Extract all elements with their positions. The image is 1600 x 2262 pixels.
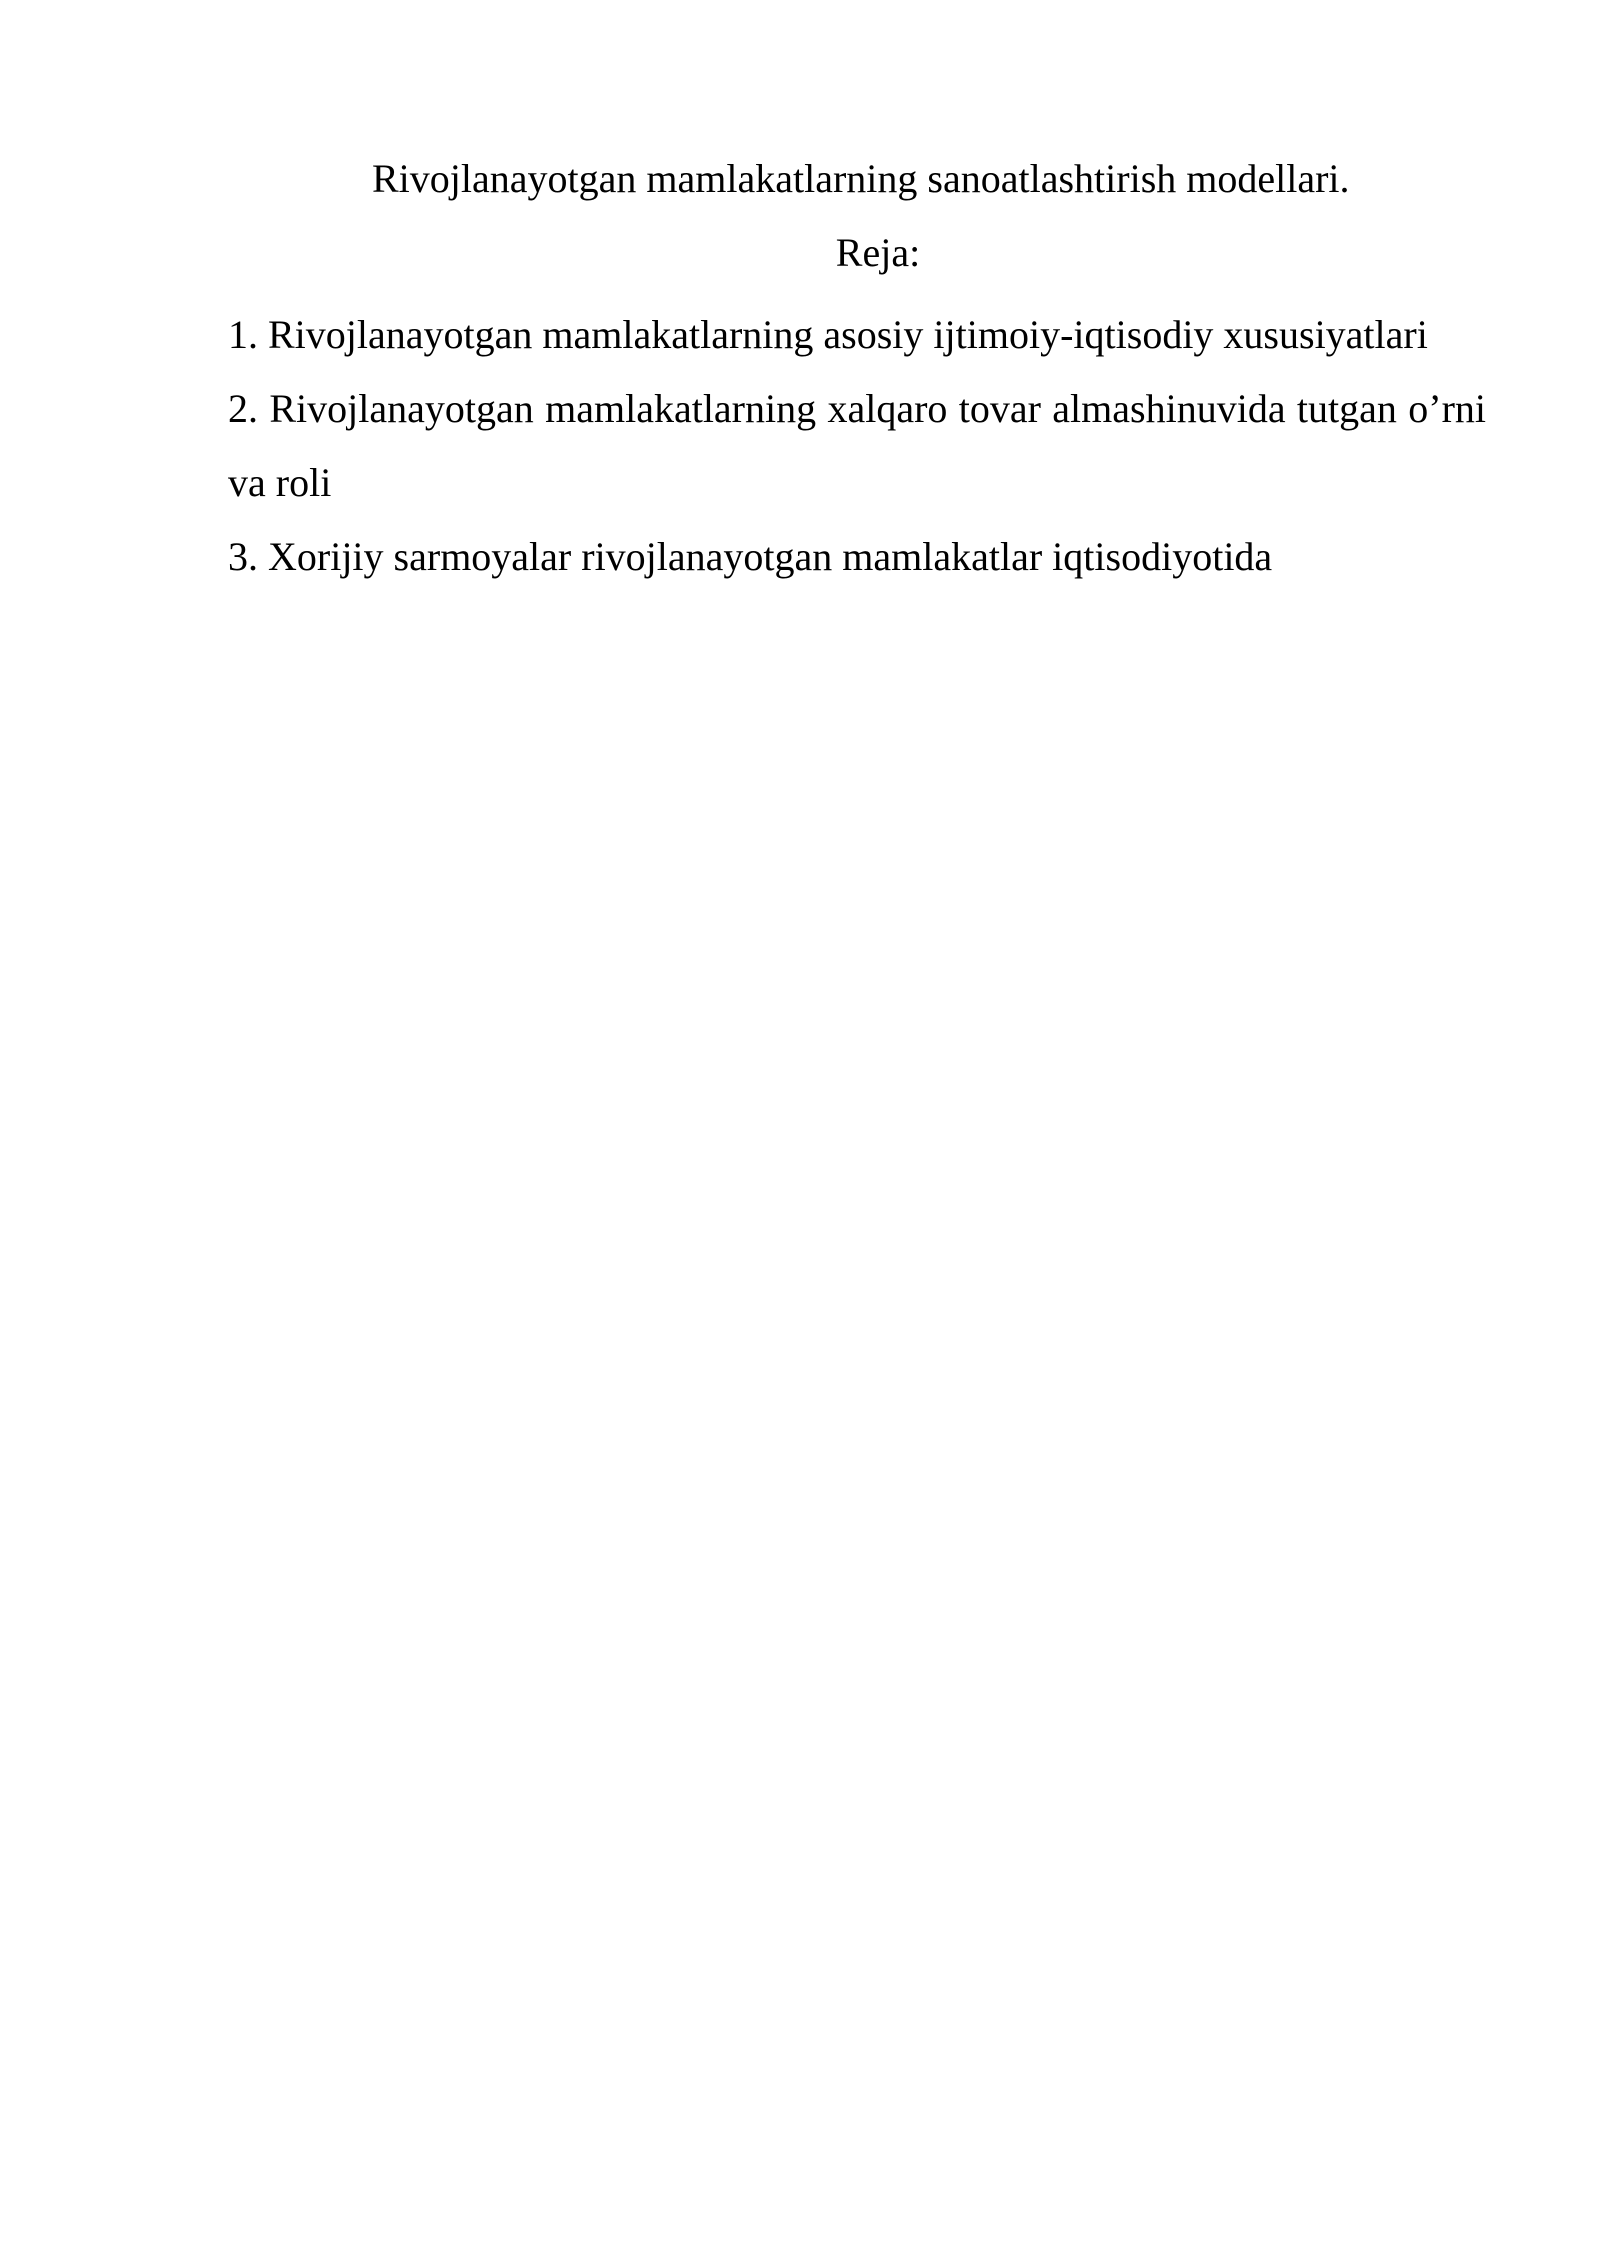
plan-item-number: 3. bbox=[228, 534, 258, 579]
plan-item-text: Rivojlanayotgan mamlakatlarning asosiy ijtimoiy-iqtisodiy xususiyatlari bbox=[268, 312, 1428, 357]
plan-item-2 bbox=[228, 372, 1486, 520]
plan-item-number: 2. bbox=[228, 386, 258, 431]
plan-item-text: Xorijiy sarmoyalar rivojlanayotgan mamlakatlar iqtisodiyotida bbox=[268, 534, 1273, 579]
plan-item-3 bbox=[228, 520, 1486, 594]
plan-item-text: Rivojlanayotgan mamlakatlarning xalqaro tovar almashinuvida tutgan o’rni va roli bbox=[228, 386, 1487, 505]
document-body bbox=[228, 150, 1486, 594]
plan-list bbox=[228, 298, 1486, 594]
plan-item-number: 1. bbox=[228, 312, 258, 357]
plan-heading: Reja: bbox=[835, 230, 921, 275]
plan-item-1 bbox=[228, 298, 1486, 372]
document-title: Rivojlanayotgan mamlakatlarning sanoatlashtirish modellari. bbox=[372, 156, 1350, 201]
